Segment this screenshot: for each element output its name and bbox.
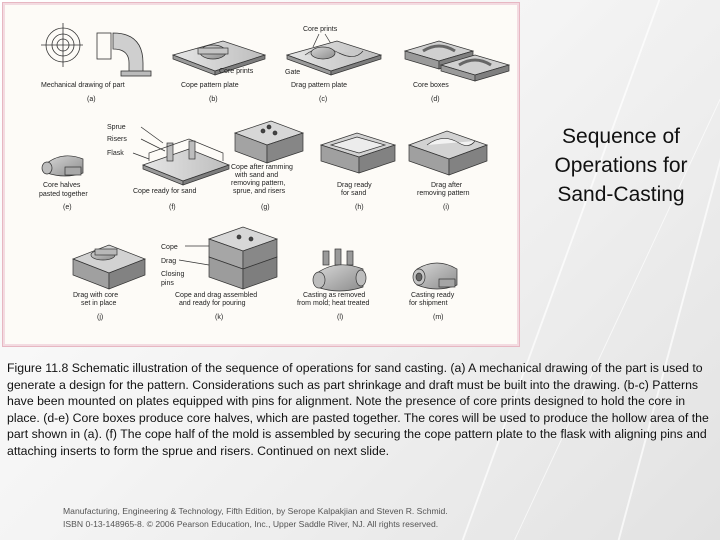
label-risers: Risers xyxy=(107,136,127,143)
slide-title-line-3: Sand-Casting xyxy=(557,183,685,206)
cope-drag-assembled-illustration xyxy=(179,227,277,289)
footer-line-2: ISBN 0-13-148965-8. © 2006 Pearson Education, Inc., Upper Saddle River, NJ. All rights reserved. xyxy=(63,519,439,529)
label-mechanical-drawing: Mechanical drawing of part xyxy=(41,82,125,89)
panel-letter-j: (j) xyxy=(97,314,104,321)
label-core-prints-b: Core prints xyxy=(219,68,254,75)
label-cope-after-3: removing pattern, xyxy=(231,180,286,187)
slide-title xyxy=(528,122,714,209)
cope-after-ramming-illustration xyxy=(235,121,303,163)
label-drag-core-2: set in place xyxy=(81,300,117,307)
copyright-footer xyxy=(63,505,523,531)
panel-letter-l: (l) xyxy=(337,314,344,321)
label-core-prints-top: Core prints xyxy=(303,26,338,33)
label-core-halves-1: Core halves xyxy=(43,182,81,189)
label-cope-after-2: with sand and xyxy=(235,172,279,179)
panel-letter-c: (c) xyxy=(319,96,328,103)
label-shipment-2: for shipment xyxy=(409,300,448,307)
label-flask: Flask xyxy=(107,150,124,157)
cope-ready-illustration xyxy=(133,127,229,185)
label-drag-after-2: removing pattern xyxy=(417,190,470,197)
panel-letter-m: (m) xyxy=(433,314,444,321)
panel-letter-a: (a) xyxy=(87,96,96,103)
casting-removed-illustration xyxy=(313,249,366,291)
core-halves-illustration xyxy=(42,156,83,176)
casting-shipment-illustration xyxy=(413,263,457,289)
slide-title-line-2: Operations for xyxy=(554,154,688,177)
drag-with-core-illustration xyxy=(73,245,145,289)
label-assembled-1: Cope and drag assembled xyxy=(175,292,258,299)
figure-panel xyxy=(2,2,520,347)
label-assembled-2: and ready for pouring xyxy=(179,300,246,307)
label-cope: Cope xyxy=(161,244,178,251)
label-cope-ready: Cope ready for sand xyxy=(133,188,197,195)
label-closing-pins-2: pins xyxy=(161,280,174,287)
drag-ready-illustration xyxy=(321,133,395,173)
label-removed-1: Casting as removed xyxy=(303,292,366,299)
label-drag-ready-1: Drag ready xyxy=(337,182,372,189)
panel-letter-b: (b) xyxy=(209,96,218,103)
label-gate: Gate xyxy=(285,69,301,76)
label-closing-pins-1: Closing xyxy=(161,271,185,278)
panel-letter-e: (e) xyxy=(63,204,72,211)
panel-letter-f: (f) xyxy=(169,204,176,211)
drag-pattern-plate-illustration xyxy=(287,34,381,75)
label-drag: Drag xyxy=(161,258,177,265)
panel-letter-g: (g) xyxy=(261,204,270,211)
label-cope-after-1: Cope after ramming xyxy=(231,164,293,171)
label-cope-after-4: sprue, and risers xyxy=(233,188,286,195)
panel-letter-i: (i) xyxy=(443,204,450,211)
mechanical-drawing-illustration xyxy=(41,23,151,76)
label-cope-pattern-plate: Cope pattern plate xyxy=(181,82,239,89)
label-drag-after-1: Drag after xyxy=(431,182,463,189)
core-boxes-illustration xyxy=(405,41,509,81)
panel-letter-h: (h) xyxy=(355,204,364,211)
panel-letter-d: (d) xyxy=(431,96,440,103)
label-drag-core-1: Drag with core xyxy=(73,292,119,299)
panel-letter-k: (k) xyxy=(215,314,224,321)
label-sprue: Sprue xyxy=(107,124,126,131)
drag-after-illustration xyxy=(409,131,487,175)
label-drag-ready-2: for sand xyxy=(341,190,367,197)
slide-title-line-1: Sequence of xyxy=(562,125,680,148)
label-core-boxes: Core boxes xyxy=(413,82,449,89)
label-shipment-1: Casting ready xyxy=(411,292,455,299)
footer-line-1: Manufacturing, Engineering & Technology, Fifth Edition, by Serope Kalpakjian and Steven R. Schmid. xyxy=(63,506,448,516)
label-removed-2: from mold; heat treated xyxy=(297,300,370,307)
sand-casting-figure xyxy=(3,3,519,346)
label-drag-pattern-plate: Drag pattern plate xyxy=(291,82,348,89)
label-core-halves-2: pasted together xyxy=(39,191,88,198)
figure-caption: Figure 11.8 Schematic illustration of the sequence of operations for sand casting. (a) A mechanical drawing of the part is used to generate a design for the pattern. Considerations such as part shrinkage and draft must be built into the drawing. (b-c) Patterns have been mounted on plates equipped with pins for alignment. Note the presence of core prints designed to hold the core in place. (d-e) Core boxes produce core halves, which are pasted together. The cores will be used to produce the hollow area of the part shown in (a). (f) The cope half of the mold is assembled by securing the cope pattern plate to the flask with aligning pins and attaching inserts to form the sprue and risers. Continued on next slide. xyxy=(7,361,709,458)
